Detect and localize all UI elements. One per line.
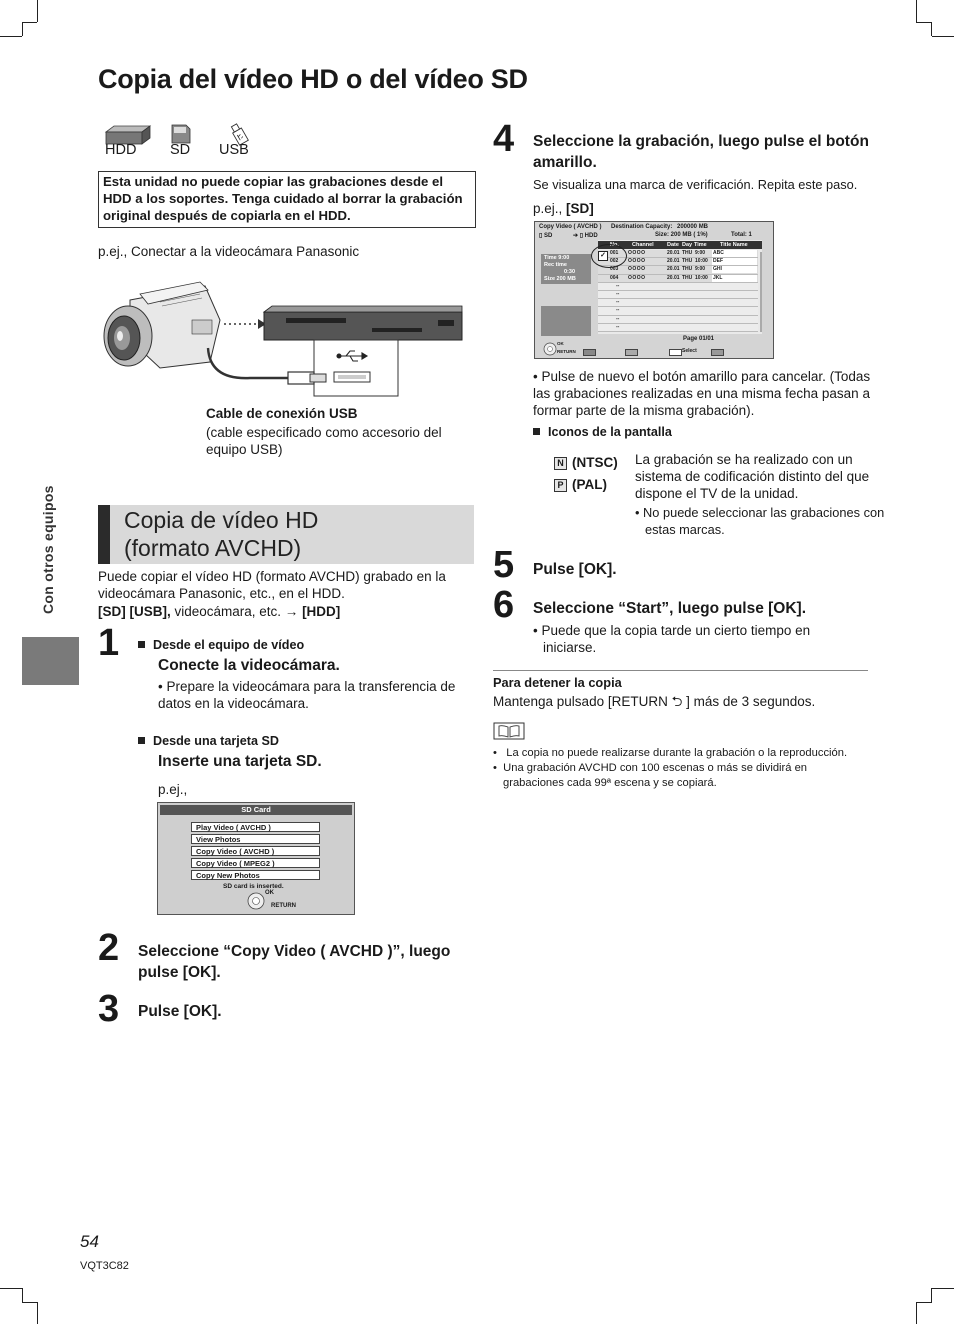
row-title: GHI xyxy=(712,266,757,273)
row-empty: -- xyxy=(616,323,620,330)
page-number: 54 xyxy=(80,1232,99,1251)
step-number: 3 xyxy=(98,988,120,1030)
row-date: 20.01 xyxy=(667,250,680,256)
crop-mark xyxy=(22,22,23,36)
copy-screen-return: RETURN xyxy=(557,349,576,354)
icons-bullet: • No puede seleccionar las grabaciones con estas marcas. xyxy=(635,505,885,537)
table-row[interactable] xyxy=(598,266,758,274)
table-row[interactable] xyxy=(598,307,758,315)
row-no: 001 xyxy=(610,250,619,256)
row-no: 004 xyxy=(610,274,619,281)
row-title: JKL xyxy=(712,275,757,282)
cable-note: (cable especificado como accesorio del equipo USB) xyxy=(206,425,442,457)
section-title xyxy=(124,506,318,562)
row-day: THU xyxy=(682,266,693,273)
step-number: 5 xyxy=(493,544,515,586)
sd-menu-item[interactable]: View Photos xyxy=(191,834,320,844)
crop-mark xyxy=(931,1288,932,1302)
note-book-icon xyxy=(493,722,525,745)
section-title-line1: Copia de vídeo HD xyxy=(124,507,319,533)
stop-text: Mantenga pulsado [RETURN ⮌ ] más de 3 segundos. xyxy=(493,694,816,709)
media-label-usb: USB xyxy=(219,142,249,158)
ntsc-label: (NTSC) xyxy=(572,455,618,470)
icons-description: La grabación se ha realizado con un sistema de codificación distinto del que dispone el TV de la unidad. xyxy=(635,452,870,501)
section-title-line2: (formato AVCHD) xyxy=(124,535,302,561)
blue-button-icon xyxy=(711,349,724,356)
table-row[interactable] xyxy=(598,275,758,283)
step4-desc: Se visualiza una marca de verificación. Repita este paso. xyxy=(533,177,858,192)
cable-label: Cable de conexión USB xyxy=(206,406,358,421)
crop-mark xyxy=(0,36,22,37)
sd-menu-return: RETURN xyxy=(271,903,296,909)
copy-screen-ok: OK xyxy=(557,341,564,346)
checkbox-checked-icon[interactable]: ✓ xyxy=(598,251,608,261)
crop-mark xyxy=(932,36,954,37)
sd-menu-item[interactable]: Copy New Photos xyxy=(191,870,320,880)
step1-heading-a: Conecte la videocámara. xyxy=(158,657,340,674)
crop-mark xyxy=(916,0,917,22)
step3-heading: Pulse [OK]. xyxy=(138,1003,222,1020)
row-empty: -- xyxy=(616,307,620,314)
row-day: THU xyxy=(682,274,693,281)
crop-mark xyxy=(916,22,932,23)
row-title: ABC xyxy=(712,250,757,257)
side-tab-label: Con otros equipos xyxy=(40,485,56,614)
sd-menu-title: SD Card xyxy=(160,805,352,815)
copy-screen-dest-value: 200000 MB xyxy=(677,224,709,230)
copy-screen-total: Total: 1 xyxy=(731,232,752,238)
flow-sources: [SD] [USB], xyxy=(98,604,171,619)
row-empty: -- xyxy=(616,282,620,289)
crop-mark xyxy=(37,1302,38,1324)
note-item: • La copia no puede realizarse durante la grabación o la reproducción. xyxy=(493,747,848,759)
green-button-icon xyxy=(625,349,638,356)
table-row[interactable] xyxy=(598,291,758,299)
row-no: 003 xyxy=(610,266,619,273)
page-title: Copia del vídeo HD o del vídeo SD xyxy=(98,64,528,94)
square-bullet-icon xyxy=(138,641,145,648)
step6-heading: Seleccione “Start”, luego pulse [OK]. xyxy=(533,600,807,617)
step1-heading-b: Inserte una tarjeta SD. xyxy=(158,753,322,770)
step4-eg: p.ej., [SD] xyxy=(533,201,594,216)
sd-menu-status: SD card is inserted. xyxy=(223,883,284,890)
screen-icons-heading: Iconos de la pantalla xyxy=(533,425,672,439)
section-title-box xyxy=(98,505,474,564)
row-channel: OOOO xyxy=(628,274,646,281)
recording-list-header: No. Channel Date Day Time Title Name xyxy=(598,241,762,249)
pal-label: (PAL) xyxy=(572,477,607,492)
row-no: 002 xyxy=(610,258,619,265)
crop-mark xyxy=(22,22,37,23)
step1-sub-a: Desde el equipo de vídeo xyxy=(138,638,304,652)
sd-menu-ok: OK xyxy=(265,890,274,896)
row-time: 10:00 xyxy=(695,258,708,265)
crop-mark xyxy=(22,1302,37,1303)
row-channel: OOOO xyxy=(628,258,646,265)
row-time: 9:00 xyxy=(695,250,706,256)
media-label-hdd: HDD xyxy=(105,142,137,158)
recording-info-panel: Time 9:00 Rec time 0:30 Size 200 MB xyxy=(541,254,591,284)
step1-eg: p.ej., xyxy=(158,782,188,797)
crop-mark xyxy=(931,22,932,36)
table-row[interactable] xyxy=(598,299,758,307)
copy-screen-page: Page 01/01 xyxy=(683,336,715,342)
square-bullet-icon xyxy=(533,428,540,435)
copy-screen-dest-label: Destination Capacity: xyxy=(611,224,673,230)
camcorder-icon xyxy=(104,282,220,368)
media-label-sd: SD xyxy=(170,142,191,158)
scrollbar[interactable] xyxy=(760,252,762,332)
crop-mark xyxy=(22,1288,23,1302)
step-number: 1 xyxy=(98,622,120,664)
crop-mark xyxy=(916,1302,917,1324)
table-row[interactable] xyxy=(598,324,758,332)
row-date: 20.01 xyxy=(667,274,680,281)
row-day: THU xyxy=(682,258,693,265)
divider xyxy=(493,670,868,671)
table-row[interactable] xyxy=(598,283,758,291)
copy-screen-select: Select xyxy=(682,348,697,354)
illustration-caption: p.ej., Conectar a la videocámara Panasonic xyxy=(98,244,360,259)
yellow-button-icon xyxy=(669,349,682,356)
crop-mark xyxy=(932,1288,954,1289)
step2-heading: Seleccione “Copy Video ( AVCHD )”, luego pulse [OK]. xyxy=(138,943,451,981)
document-code: VQT3C82 xyxy=(80,1260,129,1272)
ok-navigation-icon xyxy=(247,892,265,915)
step1-sub-b: Desde una tarjeta SD xyxy=(138,734,279,748)
sd-menu-item[interactable]: Copy Video ( MPEG2 ) xyxy=(191,858,320,868)
row-day: THU xyxy=(682,250,693,256)
copy-screen-title: Copy Video ( AVCHD ) xyxy=(539,224,602,230)
row-title: DEF xyxy=(712,258,757,265)
crop-mark xyxy=(916,1302,932,1303)
connection-illustration xyxy=(100,280,470,405)
section-flow xyxy=(98,603,340,620)
sd-card-menu-screen xyxy=(157,802,355,915)
step6-bullet: • Puede que la copia tarde un cierto tiempo en iniciarse. xyxy=(533,623,811,655)
highlight-circle xyxy=(591,244,627,268)
sd-menu-item[interactable]: Copy Video ( AVCHD ) xyxy=(191,846,320,856)
ok-navigation-icon xyxy=(543,342,557,361)
section-intro: Puede copiar el vídeo HD (formato AVCHD) grabado en la videocámara Panasonic, etc., en el HDD. xyxy=(98,569,446,601)
table-row[interactable] xyxy=(598,316,758,324)
row-date: 20.01 xyxy=(667,266,680,273)
step-number: 6 xyxy=(493,584,515,626)
row-date: 20.01 xyxy=(667,258,680,265)
sd-menu-item[interactable]: Play Video ( AVCHD ) xyxy=(191,822,320,832)
section-title-bar xyxy=(98,505,110,564)
copy-screen-from: ▯ SD xyxy=(539,233,553,239)
copy-screen-to: ➔ ▯ HDD xyxy=(573,233,598,239)
row-empty: -- xyxy=(616,299,620,306)
ntsc-mark-icon: N xyxy=(554,457,567,470)
crop-mark xyxy=(0,1288,22,1289)
step4-heading: Seleccione la grabación, luego pulse el botón amarillo. xyxy=(533,133,869,171)
pal-mark-icon: P xyxy=(554,479,567,492)
step5-heading: Pulse [OK]. xyxy=(533,561,617,578)
note-item: • Una grabación AVCHD con 100 escenas o más se dividirá en grabaciones cada 99ª escena y se copiará. xyxy=(493,762,808,789)
row-empty: -- xyxy=(616,315,620,322)
row-empty: -- xyxy=(616,291,620,297)
crop-mark xyxy=(37,0,38,22)
flow-text: videocámara, etc. → xyxy=(170,604,303,619)
row-channel: OOOO xyxy=(628,266,646,273)
square-bullet-icon xyxy=(138,737,145,744)
thumbnail-preview xyxy=(541,306,591,336)
row-time: 9:00 xyxy=(695,266,706,273)
stop-heading: Para detener la copia xyxy=(493,675,622,690)
step4-bullet: • Pulse de nuevo el botón amarillo para cancelar. (Todas las grabaciones realizadas en una misma fecha pasan a formar parte de la misma grabación). xyxy=(533,369,871,418)
row-time: 10:00 xyxy=(695,274,708,281)
flow-destination: [HDD] xyxy=(302,604,341,619)
step1-bullet-a: • Prepare la videocámara para la transferencia de datos en la videocámara. xyxy=(158,679,456,711)
step-number: 4 xyxy=(493,118,515,160)
copy-video-screen xyxy=(534,221,774,359)
warning-box: Esta unidad no puede copiar las grabaciones desde el HDD a los soportes. Tenga cuidado al borrar la grabación original después de copiarla en el HDD. xyxy=(98,171,476,228)
copy-screen-size: Size: 200 MB ( 1%) xyxy=(655,232,708,238)
row-channel: OOOO xyxy=(628,250,646,256)
step-number: 2 xyxy=(98,927,120,969)
side-tab-marker xyxy=(22,637,79,685)
red-button-icon xyxy=(583,349,596,356)
